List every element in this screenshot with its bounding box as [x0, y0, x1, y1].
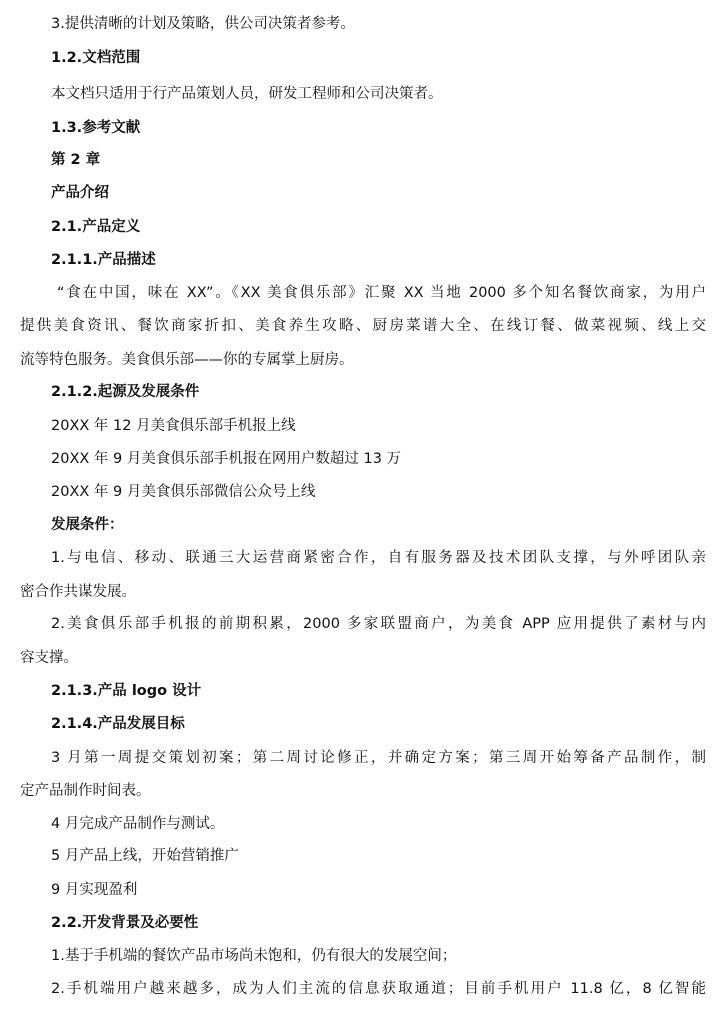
paragraph-description-line-3: 流等特色服务。美食俱乐部——你的专属掌上厨房。: [20, 352, 354, 368]
chapter-2-heading: 第 2 章: [51, 152, 101, 168]
paragraph-description-line-2: 提供美食资讯、餐饮商家折扣、美食养生攻略、厨房菜谱大全、在线订餐、做菜视频、线上交: [20, 318, 706, 334]
heading-2-1-definition: 2.1.产品定义: [51, 219, 141, 235]
timeline-item-1: 20XX 年 12 月美食俱乐部手机报上线: [51, 418, 296, 434]
heading-2-1-2-origin: 2.1.2.起源及发展条件: [51, 384, 200, 400]
heading-2-1-4-goals: 2.1.4.产品发展目标: [51, 716, 185, 732]
heading-2-2-background: 2.2.开发背景及必要性: [51, 915, 199, 931]
background-point-2: 2.手机端用户越来越多，成为人们主流的信息获取通道；目前手机用户 11.8 亿，8 亿智能: [51, 981, 706, 997]
paragraph-description-line-1: “食在中国，味在 XX”。《XX 美食俱乐部》汇聚 XX 当地 2000 多个知名餐饮商家，为用户: [57, 285, 706, 301]
paragraph-scope: 本文档只适用于行产品策划人员，研发工程师和公司决策者。: [51, 86, 443, 102]
goal-may: 5 月产品上线，开始营销推广: [51, 848, 239, 864]
background-point-1: 1.基于手机端的餐饮产品市场尚未饱和，仍有很大的发展空间；: [51, 948, 457, 964]
timeline-item-2: 20XX 年 9 月美食俱乐部手机报在网用户数超过 13 万: [51, 451, 402, 467]
condition-1-line-1: 1.与电信、移动、联通三大运营商紧密合作，自有服务器及技术团队支撑，与外呼团队亲: [51, 550, 706, 566]
goal-april: 4 月完成产品制作与测试。: [51, 816, 225, 832]
goal-march-line-1: 3 月第一周提交策划初案；第二周讨论修正，并确定方案；第三周开始筹备产品制作，制: [51, 750, 706, 766]
paragraph-goal-3: 3.提供清晰的计划及策略，供公司决策者参考。: [51, 16, 355, 32]
goal-march-line-2: 定产品制作时间表。: [20, 783, 151, 799]
heading-2-1-1-description: 2.1.1.产品描述: [51, 252, 156, 268]
heading-development-conditions: 发展条件：: [51, 517, 124, 533]
condition-2-line-2: 容支撑。: [20, 650, 78, 666]
heading-1-3-references: 1.3.参考文献: [51, 120, 141, 136]
condition-1-line-2: 密合作共谋发展。: [20, 584, 136, 600]
timeline-item-3: 20XX 年 9 月美食俱乐部微信公众号上线: [51, 484, 316, 500]
goal-september: 9 月实现盈利: [51, 882, 138, 898]
heading-1-2-scope: 1.2.文档范围: [51, 50, 141, 66]
chapter-2-title: 产品介绍: [51, 185, 109, 201]
heading-2-1-3-logo: 2.1.3.产品 logo 设计: [51, 683, 202, 699]
condition-2-line-1: 2.美食俱乐部手机报的前期积累，2000 多家联盟商户，为美食 APP 应用提供了素材与内: [51, 616, 706, 632]
